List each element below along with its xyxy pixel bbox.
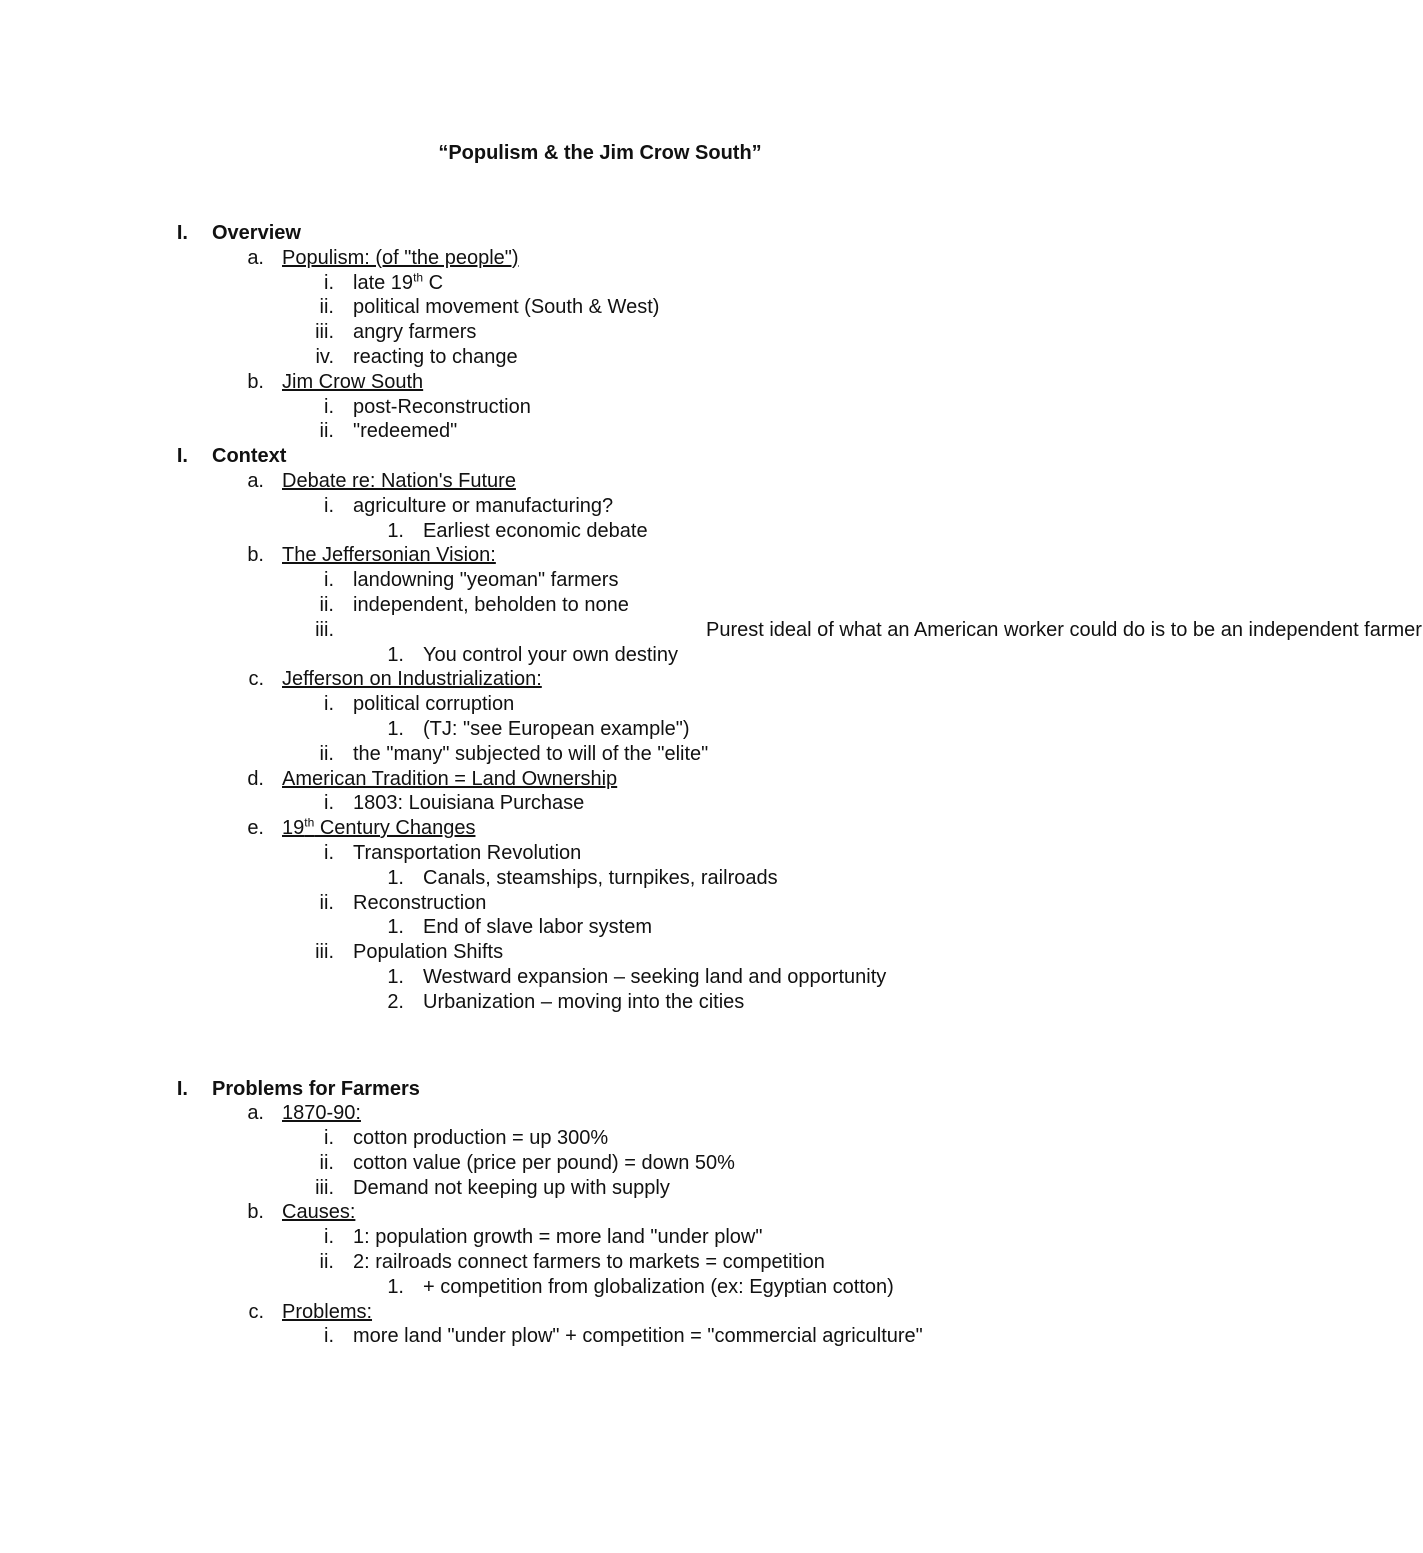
subitem-text: Purest ideal of what an American worker could do is to be an independent farmer: [706, 618, 1422, 641]
subitem-text: Reconstruction: [353, 891, 487, 914]
outline-item: [0, 1300, 1200, 1325]
outline-subitem: [0, 1151, 1200, 1176]
point-marker: 1.: [387, 965, 404, 988]
subitem-text: Demand not keeping up with supply: [353, 1176, 670, 1199]
subitem-text: Population Shifts: [353, 941, 504, 964]
point-text: End of slave labor system: [423, 916, 652, 939]
item-label: 1870-90:: [282, 1102, 361, 1125]
subitem-text: post-Reconstruction: [353, 395, 531, 418]
point-marker: 1.: [387, 1275, 404, 1298]
subitem-text: [353, 271, 443, 296]
outline-point: [0, 915, 1200, 940]
item-marker: b.: [247, 1201, 264, 1224]
subitem-text: "redeemed": [353, 420, 458, 443]
outline-subitem: [0, 271, 1200, 296]
subitem-marker: ii.: [319, 593, 334, 616]
point-marker: 1.: [387, 916, 404, 939]
outline-point: [0, 1275, 1200, 1300]
subitem-text: angry farmers: [353, 321, 477, 344]
outline-subitem: [0, 295, 1200, 320]
subitem-marker: ii.: [319, 1251, 334, 1274]
section-spacer: [0, 1015, 1200, 1077]
outline-point: [0, 990, 1200, 1015]
item-label-part: Century Changes: [314, 817, 476, 840]
outline-subitem: [0, 568, 1200, 593]
ordinal-superscript: th: [304, 815, 315, 830]
point-text: Westward expansion – seeking land and opportunity: [423, 965, 887, 988]
outline-subitem: [0, 618, 1422, 643]
subitem-text: agriculture or manufacturing?: [353, 494, 614, 517]
outline-point: [0, 965, 1200, 990]
subitem-marker: iv.: [315, 345, 334, 368]
outline-subitem: [0, 494, 1200, 519]
outline-item: [0, 246, 1200, 271]
subitem-marker: i.: [324, 1127, 334, 1150]
point-marker: 1.: [387, 519, 404, 542]
item-marker: e.: [247, 817, 264, 840]
subitem-marker: i.: [324, 395, 334, 418]
subitem-text: 1: population growth = more land "under plow": [353, 1226, 763, 1249]
subitem-marker: i.: [324, 792, 334, 815]
item-marker: b.: [247, 370, 264, 393]
point-marker: 1.: [387, 643, 404, 666]
outline-point: [0, 866, 1200, 891]
point-text: You control your own destiny: [423, 643, 678, 666]
section-heading-context: [0, 444, 1200, 469]
item-marker: c.: [248, 668, 264, 691]
outline-point: [0, 717, 1200, 742]
subitem-marker: i.: [324, 1226, 334, 1249]
item-label: [282, 816, 475, 841]
subitem-marker: i.: [324, 494, 334, 517]
outline-item: [0, 1101, 1200, 1126]
point-text: Canals, steamships, turnpikes, railroads: [423, 866, 778, 889]
subitem-marker: ii.: [319, 742, 334, 765]
point-text: + competition from globalization (ex: Egyptian cotton): [423, 1275, 894, 1298]
item-label: The Jeffersonian Vision:: [282, 544, 496, 567]
outline-subitem: [0, 1126, 1200, 1151]
subitem-marker: i.: [324, 271, 334, 294]
outline-item: [0, 469, 1200, 494]
point-text: Urbanization – moving into the cities: [423, 990, 745, 1013]
item-marker: a.: [247, 1102, 264, 1125]
outline-item: [0, 370, 1200, 395]
subitem-text: 1803: Louisiana Purchase: [353, 792, 585, 815]
section-numeral: I.: [176, 445, 188, 468]
item-marker: d.: [247, 767, 264, 790]
subitem-marker: ii.: [319, 891, 334, 914]
section-title: Overview: [212, 222, 301, 244]
subitem-text: cotton value (price per pound) = down 50%: [353, 1151, 735, 1174]
item-label: Problems:: [282, 1300, 373, 1323]
outline-subitem: [0, 593, 1200, 618]
outline-item: [0, 767, 1200, 792]
outline-subitem: [0, 791, 1200, 816]
ordinal-superscript: th: [413, 269, 424, 284]
section-heading-overview: [0, 221, 1200, 246]
subitem-text-part: late 19: [353, 271, 414, 294]
outline-subitem: [0, 891, 1200, 916]
item-marker: a.: [247, 246, 264, 269]
subitem-text: 2: railroads connect farmers to markets = competition: [353, 1251, 825, 1274]
section-numeral: I.: [176, 1077, 188, 1100]
subitem-text: cotton production = up 300%: [353, 1127, 609, 1150]
item-label-part: 19: [282, 817, 305, 840]
outline-subitem: [0, 940, 1200, 965]
subitem-text: reacting to change: [353, 345, 518, 368]
point-marker: 2.: [387, 990, 404, 1013]
point-text: (TJ: "see European example"): [423, 717, 690, 740]
outline-point: [0, 519, 1200, 544]
item-label: Jefferson on Industrialization:: [282, 668, 542, 691]
subitem-marker: i.: [324, 1325, 334, 1348]
outline-subitem: [0, 345, 1200, 370]
subitem-text: the "many" subjected to will of the "elite": [353, 742, 709, 765]
outline-item: [0, 543, 1200, 568]
subitem-marker: i.: [324, 569, 334, 592]
subitem-marker: iii.: [315, 1176, 334, 1199]
outline-point: [0, 643, 1200, 668]
point-marker: 1.: [387, 866, 404, 889]
outline-subitem: [0, 395, 1200, 420]
item-label: Populism: (of "the people"): [282, 246, 519, 269]
subitem-marker: ii.: [319, 420, 334, 443]
subitem-text: more land "under plow" + competition = "commercial agriculture": [353, 1325, 923, 1348]
subitem-marker: iii.: [315, 321, 334, 344]
subitem-text: political corruption: [353, 693, 515, 716]
subitem-text: political movement (South & West): [353, 296, 660, 319]
section-title: Problems for Farmers: [212, 1077, 420, 1100]
outline-subitem: [0, 419, 1200, 444]
point-text: Earliest economic debate: [423, 519, 648, 542]
item-label: Jim Crow South: [282, 370, 424, 393]
outline-subitem: [0, 1225, 1200, 1250]
document-title: “Populism & the Jim Crow South”: [438, 142, 762, 164]
outline-subitem: [0, 841, 1200, 866]
section-heading-problems-for-farmers: [0, 1077, 1200, 1102]
item-marker: a.: [247, 469, 264, 492]
subitem-marker: ii.: [319, 1151, 334, 1174]
subitem-text: landowning "yeoman" farmers: [353, 569, 619, 592]
outline-subitem: [0, 320, 1200, 345]
section-title: Context: [212, 445, 287, 468]
subitem-text: Transportation Revolution: [353, 841, 582, 864]
outline-subitem: [0, 1324, 1200, 1349]
outline-item: [0, 667, 1200, 692]
item-marker: b.: [247, 544, 264, 567]
item-label: American Tradition = Land Ownership: [282, 767, 618, 790]
outline-item: [0, 816, 1200, 841]
outline-subitem: [0, 1250, 1200, 1275]
point-marker: 1.: [387, 717, 404, 740]
item-label: Causes:: [282, 1201, 356, 1224]
subitem-text-part: C: [423, 271, 444, 294]
subitem-marker: iii.: [315, 618, 334, 641]
item-marker: c.: [248, 1300, 264, 1323]
outline-item: [0, 1200, 1200, 1225]
outline-subitem: [0, 692, 1200, 717]
subitem-marker: i.: [324, 841, 334, 864]
subitem-text: independent, beholden to none: [353, 593, 629, 616]
subitem-marker: i.: [324, 693, 334, 716]
item-label: Debate re: Nation's Future: [282, 469, 516, 492]
outline-subitem: [0, 1176, 1200, 1201]
outline-subitem: [0, 742, 1200, 767]
subitem-marker: iii.: [315, 941, 334, 964]
section-numeral: I.: [176, 222, 188, 244]
subitem-marker: ii.: [319, 296, 334, 319]
outline: [0, 221, 1422, 1349]
